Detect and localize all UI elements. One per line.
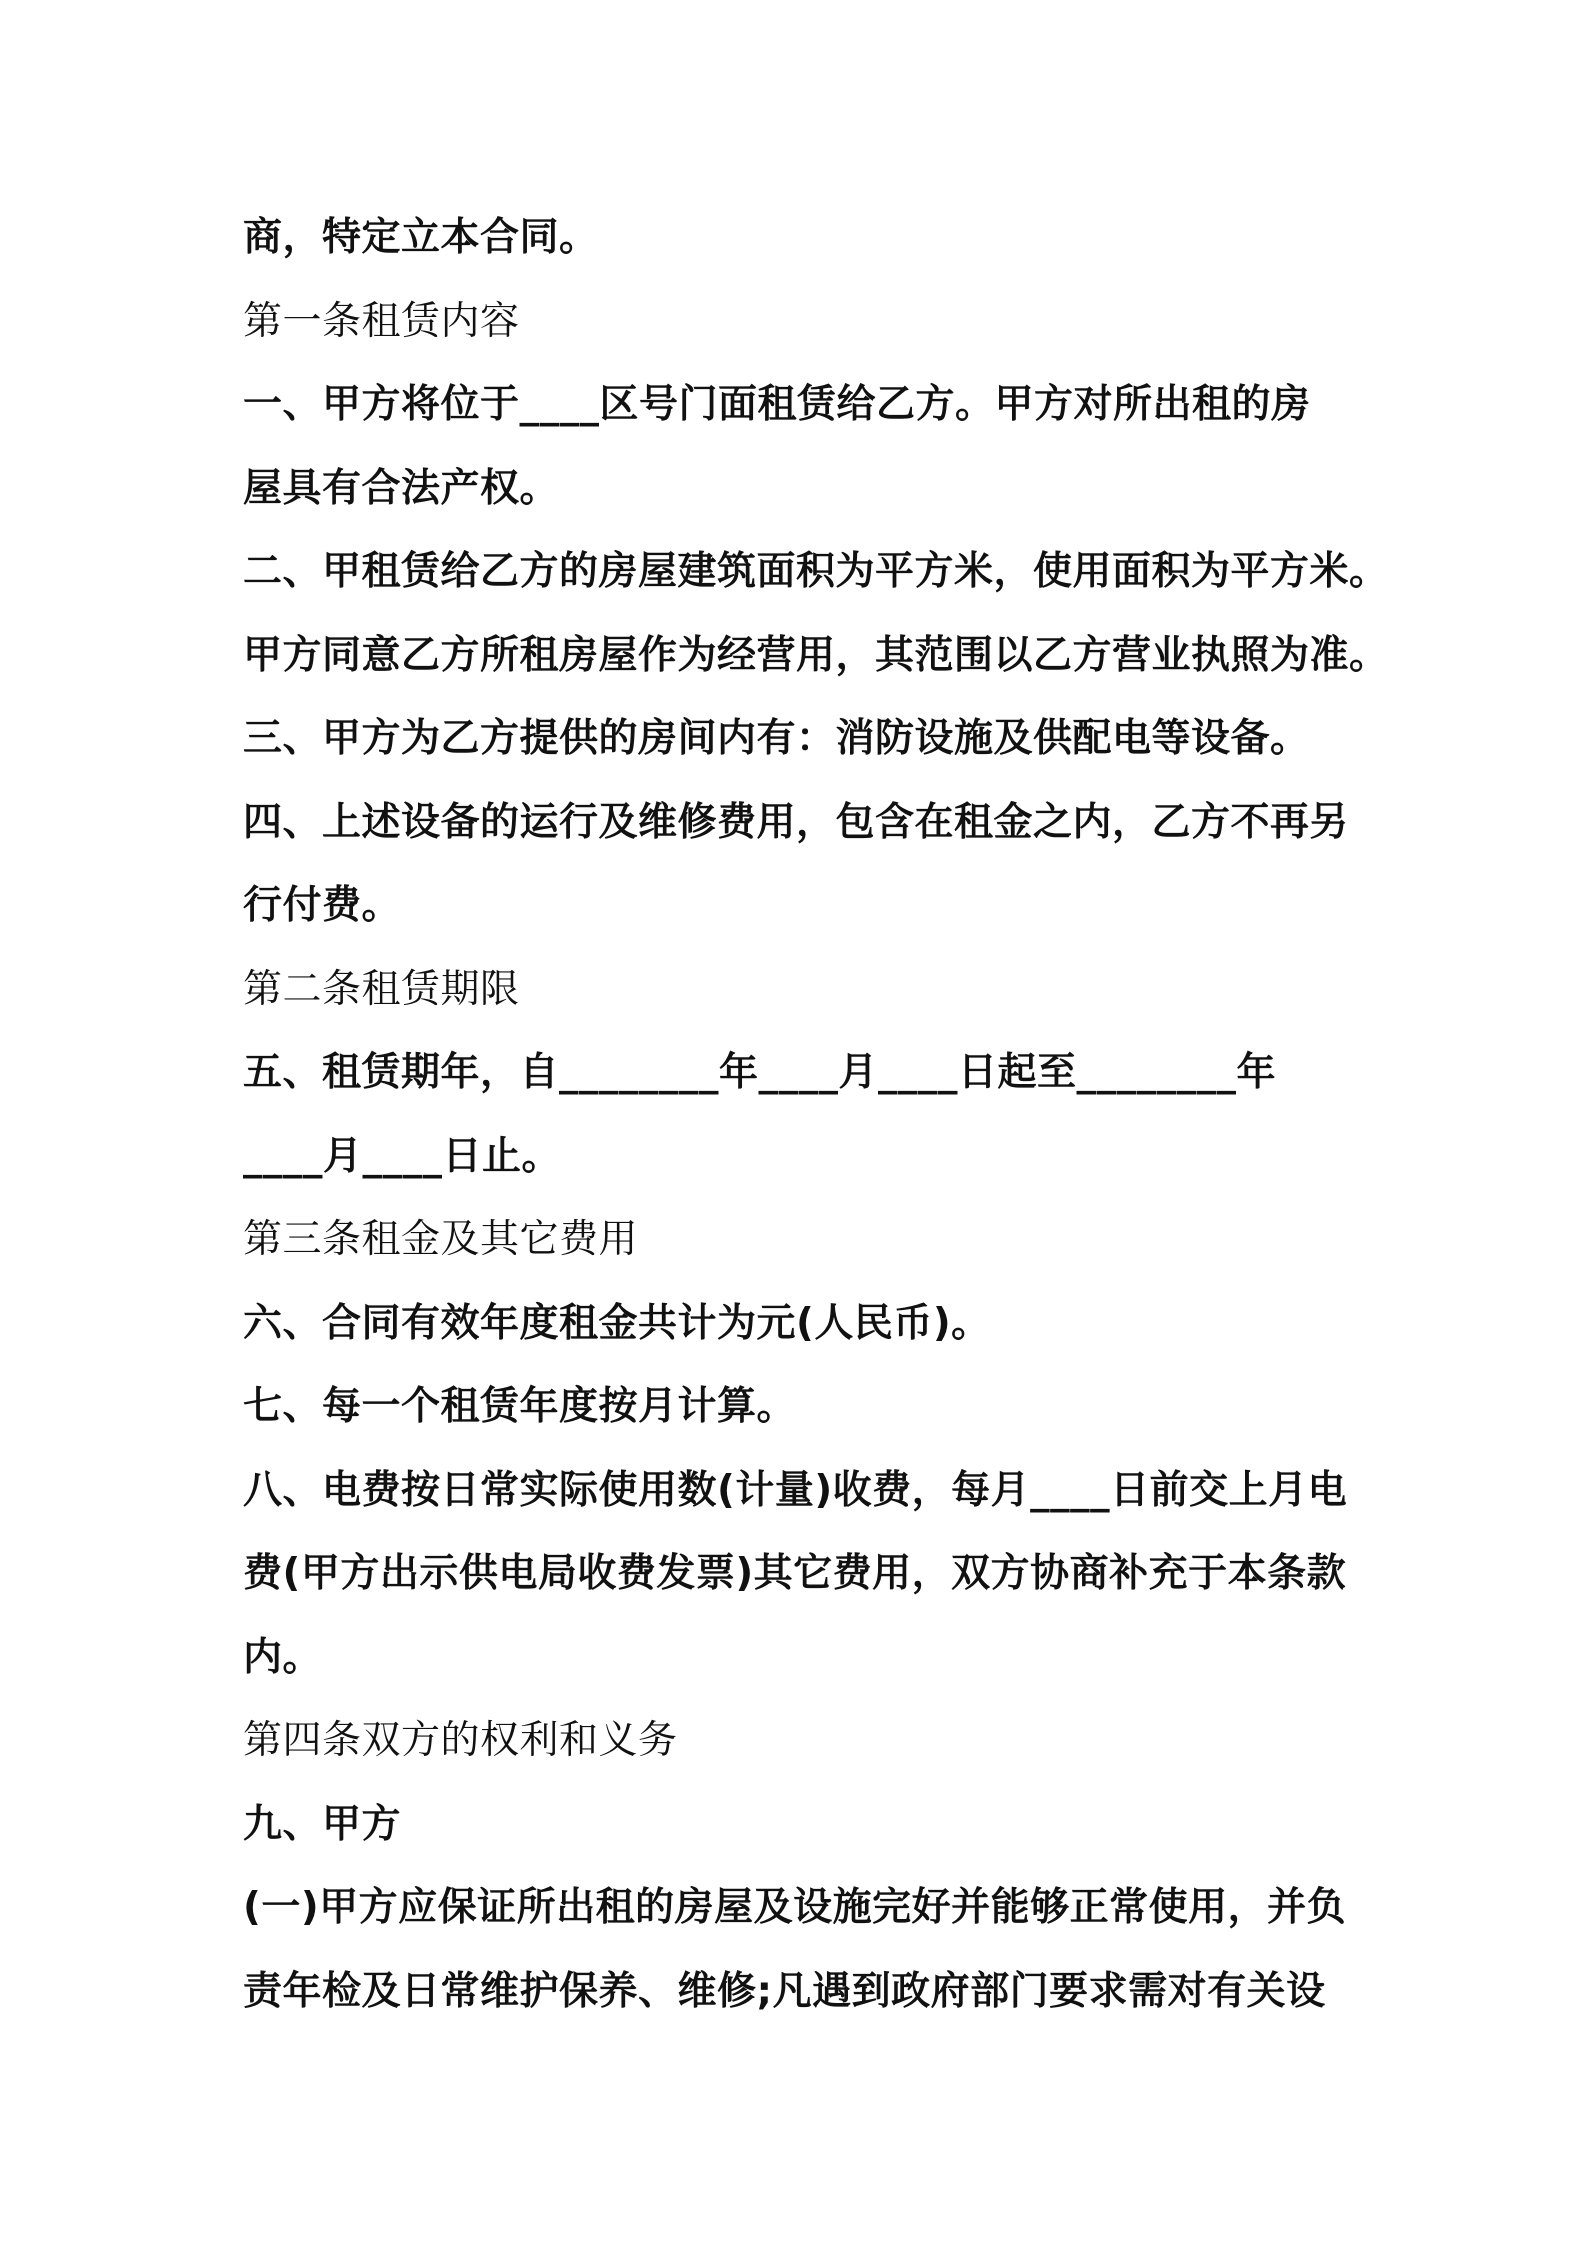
text-line: 三、甲方为乙方提供的房间内有：消防设施及供配电等设备。 <box>243 716 1310 761</box>
text-line: 甲方同意乙方所租房屋作为经营用，其范围以乙方营业执照为准。 <box>243 632 1389 678</box>
text-line: 内。 <box>243 1634 323 1680</box>
text-line: 九、甲方 <box>243 1801 402 1847</box>
document-body <box>243 196 1389 2033</box>
section-heading: 第四条双方的权利和义务 <box>243 1718 678 1763</box>
text-line: 责年检及日常维护保养、维修;凡遇到政府部门要求需对有关设 <box>243 1968 1326 2014</box>
text-line: 五、租赁期年，自________年____月____日起至________年 <box>243 1050 1277 1095</box>
text-line: 屋具有合法产权。 <box>243 465 560 511</box>
text-line: 七、每一个租赁年度按月计算。 <box>243 1384 797 1429</box>
section-heading: 第二条租赁期限 <box>243 966 520 1012</box>
text-line: 六、合同有效年度租金共计为元(人民币)。 <box>243 1300 991 1346</box>
text-line: ____月____日止。 <box>243 1133 562 1179</box>
text-line: 二、甲租赁给乙方的房屋建筑面积为平方米，使用面积为平方米。 <box>243 549 1389 594</box>
text-line: 一、甲方将位于____区号门面租赁给乙方。甲方对所出租的房 <box>243 382 1311 427</box>
section-heading: 第一条租赁内容 <box>243 298 520 344</box>
text-line: 八、电费按日常实际使用数(计量)收费，每月____日前交上月电 <box>243 1467 1348 1513</box>
text-line: 费(甲方出示供电局收费发票)其它费用，双方协商补充于本条款 <box>243 1551 1347 1596</box>
text-line: (一)甲方应保证所出租的房屋及设施完好并能够正常使用，并负 <box>243 1885 1347 1930</box>
text-line: 行付费。 <box>243 883 402 928</box>
text-line: 四、上述设备的运行及维修费用，包含在租金之内，乙方不再另 <box>243 799 1350 845</box>
text-line: 商，特定立本合同。 <box>243 215 599 260</box>
section-heading: 第三条租金及其它费用 <box>243 1217 639 1262</box>
